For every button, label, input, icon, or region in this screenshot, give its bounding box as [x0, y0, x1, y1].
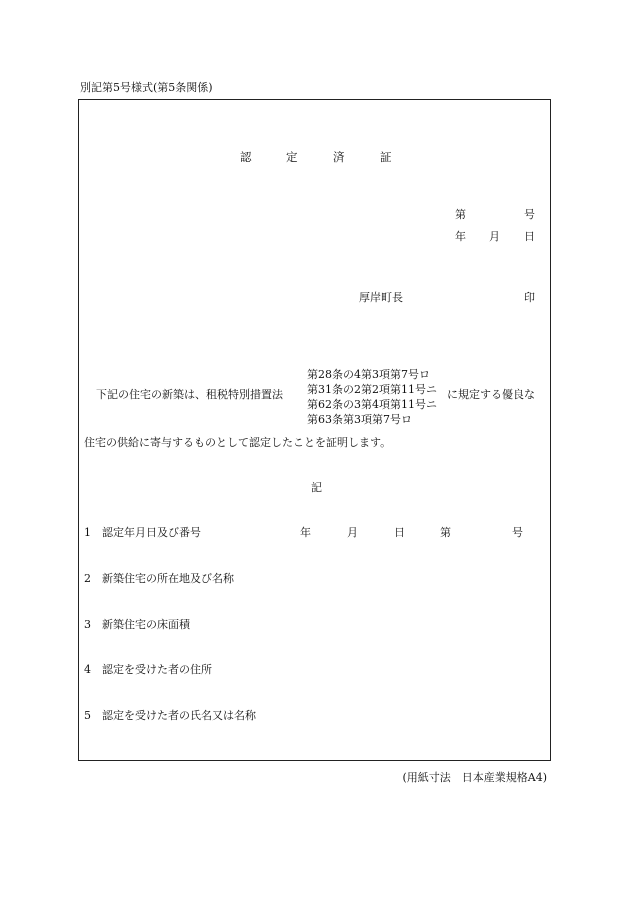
form-label: 別記第5号様式(第5条関係) [80, 81, 213, 94]
title-char-4: 証 [380, 150, 392, 164]
list-item [84, 527, 201, 538]
date-year: 年 [455, 230, 466, 243]
item1-number-suffix: 号 [512, 526, 523, 539]
item-label: 新築住宅の床面積 [102, 618, 190, 631]
item-label: 認定年月日及び番号 [102, 526, 201, 539]
statement-lead: 下記の住宅の新築は、租税特別措置法 [96, 388, 283, 401]
item1-number-prefix: 第 [440, 526, 451, 539]
title-char-3: 済 [333, 150, 345, 164]
item-number: 5 [84, 709, 91, 722]
form-frame [78, 99, 551, 761]
list-item [84, 573, 234, 584]
issuer: 厚岸町長 [359, 291, 403, 304]
law-reference: 第31条の2第2項第11号ニ [307, 383, 437, 396]
item-label: 新築住宅の所在地及び名称 [102, 572, 234, 585]
list-item [84, 710, 256, 721]
title-char-2: 定 [286, 150, 298, 164]
list-item [84, 619, 190, 630]
item-number: 3 [84, 618, 91, 631]
item-number: 1 [84, 526, 91, 539]
certificate-number-suffix: 号 [524, 208, 535, 221]
item1-day: 日 [394, 526, 405, 539]
law-reference: 第62条の3第4項第11号ニ [307, 398, 437, 411]
seal-mark: 印 [524, 291, 535, 304]
list-item [84, 664, 212, 675]
item-label: 認定を受けた者の住所 [102, 663, 212, 676]
date-day: 日 [524, 230, 535, 243]
statement-tail: に規定する優良な [447, 388, 535, 401]
certificate-number-prefix: 第 [455, 208, 466, 221]
item-label: 認定を受けた者の氏名又は名称 [102, 709, 256, 722]
item1-month: 月 [347, 526, 358, 539]
title-char-1: 認 [240, 150, 252, 164]
ki-heading: 記 [311, 481, 322, 494]
item-number: 2 [84, 572, 91, 585]
date-month: 月 [489, 230, 500, 243]
item1-year: 年 [300, 526, 311, 539]
item-number: 4 [84, 663, 91, 676]
law-reference: 第28条の4第3項第7号ロ [307, 368, 430, 381]
paper-size-note: (用紙寸法 日本産業規格A4) [402, 771, 547, 784]
law-reference: 第63条第3項第7号ロ [307, 413, 412, 426]
statement-second-line: 住宅の供給に寄与するものとして認定したことを証明します。 [84, 436, 392, 449]
